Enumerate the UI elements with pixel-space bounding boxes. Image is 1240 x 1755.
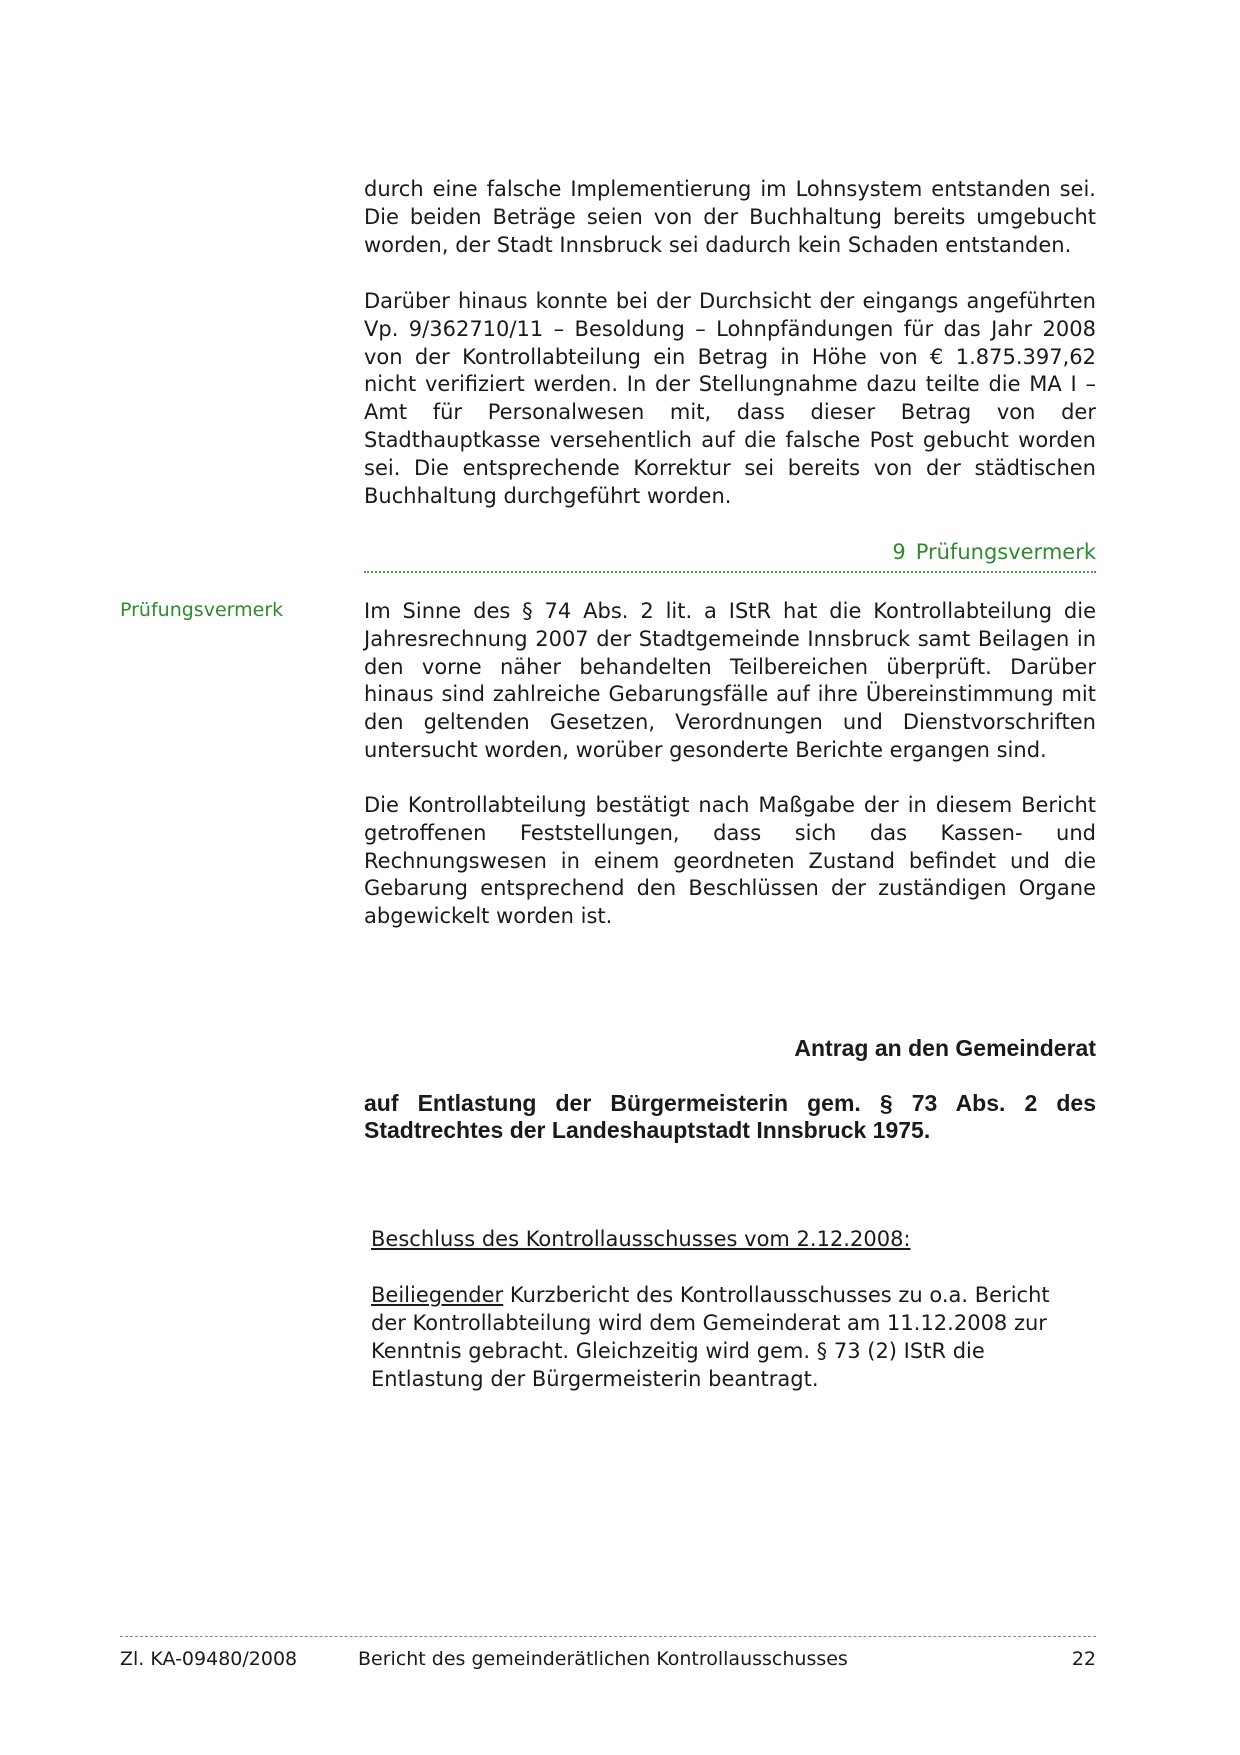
paragraph-3: Im Sinne des § 74 Abs. 2 lit. a IStR hat die Kontrollabteilung die Jahresrechnung 2007 der Stadtgemeinde Innsbruck samt Beilagen in den vorne näher behandelten Teilbereichen überprüft. Darüber hinaus sind zahlreiche Gebarungsfälle auf ihre Übereinstimmung mit den geltenden Gesetzen, Verordnungen und Dienstvorschriften untersucht worden, worüber gesonderte Berichte ergangen sind. <box>364 599 1096 762</box>
paragraph-4: Die Kontrollabteilung bestätigt nach Maßgabe der in diesem Bericht getroffenen Feststellungen, dass sich das Kassen- und Rechnungswesen in einem geordneten Zustand befindet und die Gebarung entsprechend den Beschlüssen der zuständigen Organe abgewickelt worden ist. <box>364 793 1096 929</box>
footer-title: Bericht des gemeinderätlichen Kontrollausschusses <box>358 1648 848 1670</box>
section-number: 9 <box>892 540 906 564</box>
section-title: Prüfungsvermerk <box>915 540 1096 564</box>
section-divider <box>364 571 1096 573</box>
antrag-body: auf Entlastung der Bürgermeisterin gem. § 73 Abs. 2 des Stadtrechtes der Landeshauptstadt Innsbruck 1975. <box>364 1090 1096 1143</box>
beschluss-lead: Beiliegender <box>371 1283 504 1307</box>
beschluss-text: Kurzbericht des Kontrollausschusses zu o.a. Bericht der Kontrollabteilung wird dem Gemeinderat am 11.12.2008 zur Kenntnis gebracht. Gleichzeitig wird gem. § 73 (2) IStR die Entlastung der Bürgermeisterin beantragt. <box>371 1283 1050 1391</box>
section-heading <box>364 540 1096 564</box>
margin-label: Prüfungsvermerk <box>120 599 284 621</box>
paragraph-1: durch eine falsche Implementierung im Lohnsystem entstanden sei. Die beiden Beträge seien von der Buchhaltung bereits umgebucht worden, der Stadt Innsbruck sei dadurch kein Schaden entstanden. <box>364 177 1096 257</box>
paragraph-2: Darüber hinaus konnte bei der Durchsicht der eingangs angeführten Vp. 9/362710/11 – Besoldung – Lohnpfändungen für das Jahr 2008 von der Kontrollabteilung ein Betrag in Höhe von € 1.875.397,62 nicht verifiziert werden. In der Stellungnahme dazu teilte die MA I – Amt für Personalwesen mit, dass dieser Betrag von der Stadthauptkasse versehentlich auf die falsche Post gebucht worden sei. Die entsprechende Korrektur sei bereits von der städtischen Buchhaltung durchgeführt worden. <box>364 289 1096 508</box>
footer-reference: Zl. KA-09480/2008 <box>120 1648 298 1670</box>
footer-divider <box>120 1636 1096 1637</box>
beschluss-title: Beschluss des Kontrollausschusses vom 2.12.2008: <box>371 1227 911 1251</box>
page-number: 22 <box>1071 1648 1096 1670</box>
beschluss-body <box>371 1281 1091 1393</box>
antrag-title: Antrag an den Gemeinderat <box>794 1035 1096 1061</box>
